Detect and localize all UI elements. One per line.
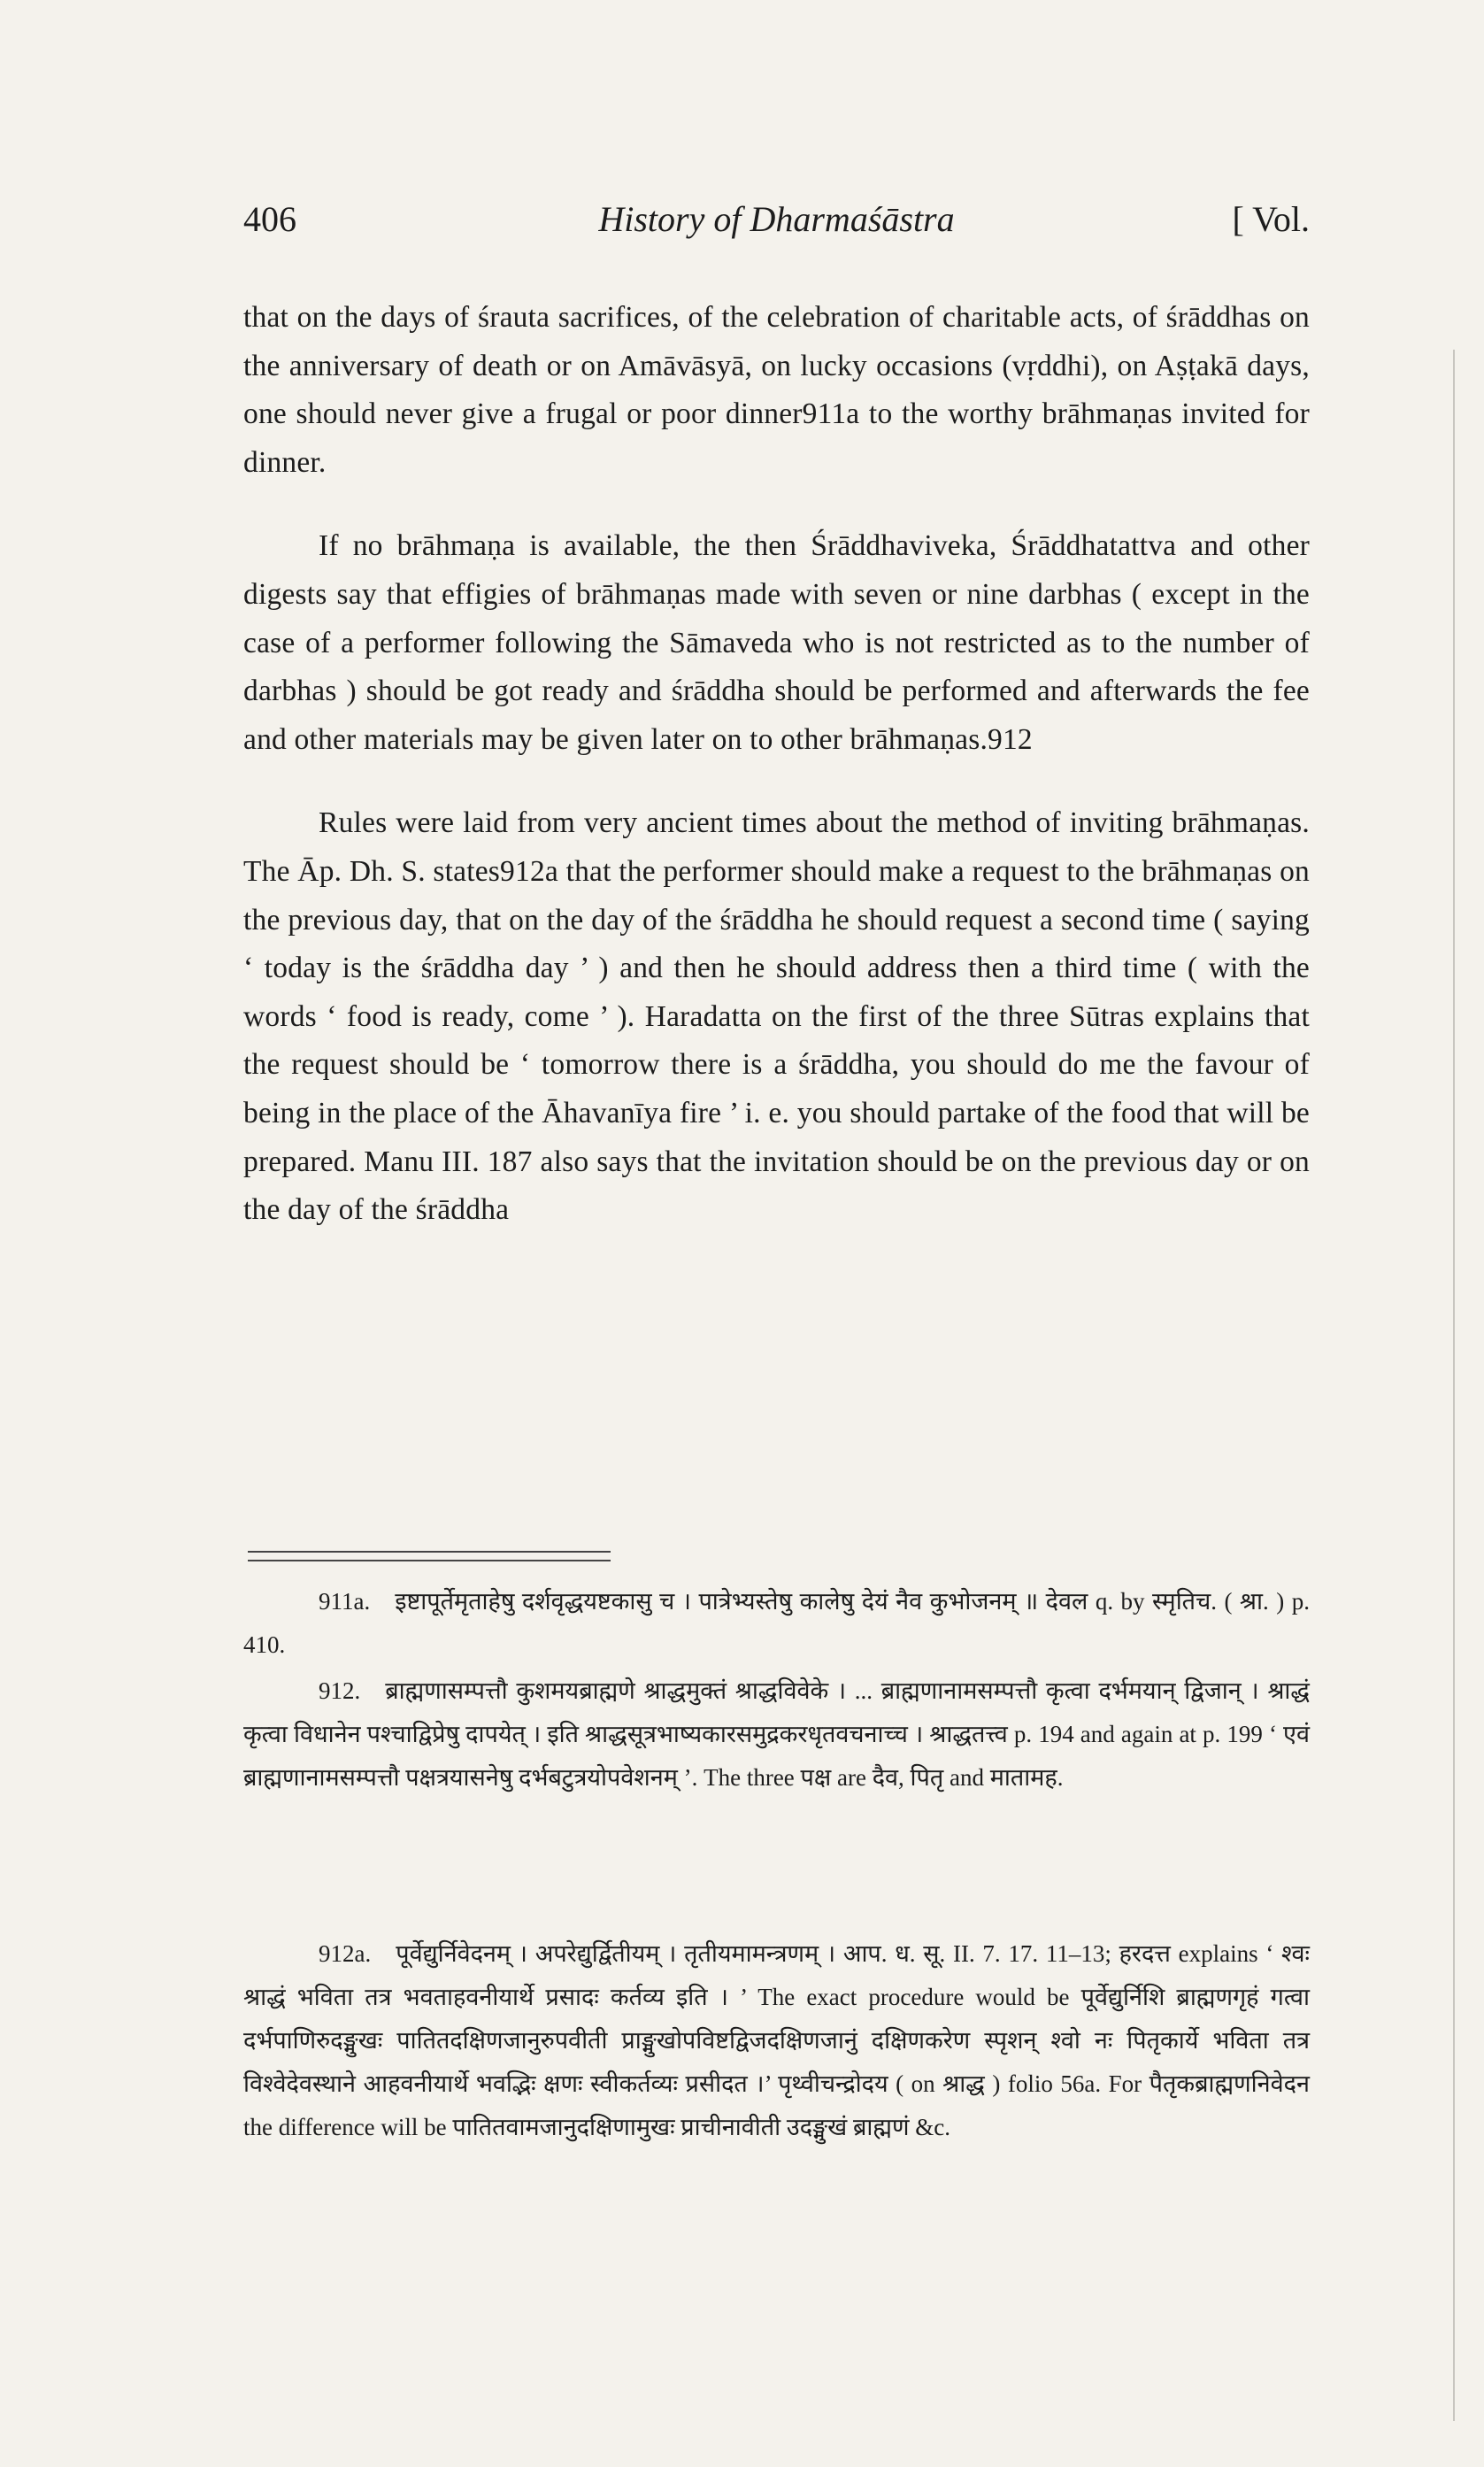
volume-label: [ Vol. [1232, 199, 1310, 239]
footnote-text: ब्राह्मणासम्पत्तौ कुशमयब्राह्मणे श्राद्धमुक्तं श्राद्धविवेके । ... ब्राह्मणानामसम्पत्तौ कृत्वा दर्भमयान् द्विजान् । श्राद्धं कृत्वा विधानेन पश्चाद्विप्रेषु दापयेत् । इति श्राद्धसूत्रभाष्यकारसमुद्रकरधृतवचनाच्च । श्राद्धतत्त्व p. 194 and again at p. 199 ‘ एवं ब्राह्मणानामसम्पत्तौ पक्षत्रयासनेषु दर्भबटुत्रयोपवेशनम् ’. The three पक्ष are दैव, पितृ and मातामह. [243, 1677, 1310, 1791]
running-title: History of Dharmaśāstra [598, 199, 955, 239]
page-number: 406 [243, 199, 296, 239]
main-text [243, 294, 1310, 1270]
footnote-label: 912a. [319, 1940, 372, 1967]
scan-margin-line [1453, 350, 1455, 2421]
footnote-label: 911a. [319, 1588, 371, 1615]
footnote-text: इष्टापूर्तेमृताहेषु दर्शवृद्धयष्टकासु च । पात्रेभ्यस्तेषु कालेषु देयं नैव कुभोजनम् ॥ देवल q. by स्मृतिच. ( श्रा. ) p. 410. [243, 1588, 1310, 1658]
paragraph-1: that on the days of śrauta sacrifices, of the celebration of charitable acts, of śrāddhas on the anniversary of death or on Amāvāsyā, on lucky occasions (vṛddhi), on Aṣṭakā days, one should never give a frugal or poor dinner911a to the worthy brāhmaṇas invited for dinner. [243, 301, 1310, 479]
paragraph-3: Rules were laid from very ancient times about the method of inviting brāhmaṇas. The Āp. Dh. S. states912a that the performer should make a request to the brāhmaṇas on the previous day, that on the day of the śrāddha he should request a second time ( saying ‘ today is the śrāddha day ’ ) and then he should address then a third time ( with the words ‘ food is ready, come ’ ). Haradatta on the first of the three Sūtras explains that the request should be ‘ tomorrow there is a śrāddha, you should do me the favour of being in the place of the Āhavanīya fire ’ i. e. you should partake of the food that will be prepared. Manu III. 187 also says that the invitation should be on the previous day or on the day of the śrāddha [243, 806, 1310, 1227]
footnote-separator [248, 1551, 611, 1561]
footnote-912 [243, 1669, 1310, 1800]
paragraph-2: If no brāhmaṇa is available, the then Śrāddhaviveka, Śrāddhatattva and other digests say that effigies of brāhmaṇas made with seven or nine darbhas ( except in the case of a performer following the Sāmaveda who is not restricted as to the number of darbhas ) should be got ready and śrāddha should be performed and afterwards the fee and other materials may be given later on to other brāhmaṇas.912 [243, 529, 1310, 756]
footnote-911a [243, 1580, 1310, 1667]
page-header [243, 198, 1310, 251]
footnote-text: पूर्वेद्युर्निवेदनम् । अपरेद्युर्द्वितीयम् । तृतीयमामन्त्रणम् । आप. ध. सू. II. 7. 17. 11–13; हरदत्त explains ‘ श्वः श्राद्धं भविता तत्र भवताहवनीयार्थे प्रसादः कर्तव्य इति । ’ The exact procedure would be पूर्वेद्युर्निशि ब्राह्मणगृहं गत्वा दर्भपाणिरुदङ्मुखः पातितदक्षिणजानुरुपवीती प्राङ्मुखोपविष्टद्विजदक्षिणजानुं दक्षिणकरेण स्पृशन् श्वो नः पितृकार्ये भविता तत्र विश्वेदेवस्थाने आहवनीयार्थे भवद्भिः क्षणः स्वीकर्तव्यः प्रसीदत ।’ पृथ्वीचन्द्रोदय ( on श्राद्ध ) folio 56a. For पैतृकब्राह्मणनिवेदन the difference will be पातितवामजानुदक्षिणामुखः प्राचीनावीती उदङ्मुखं ब्राह्मणं &c. [243, 1940, 1310, 2140]
footnote-label: 912. [319, 1677, 361, 1704]
footnote-912a [243, 1932, 1310, 2149]
